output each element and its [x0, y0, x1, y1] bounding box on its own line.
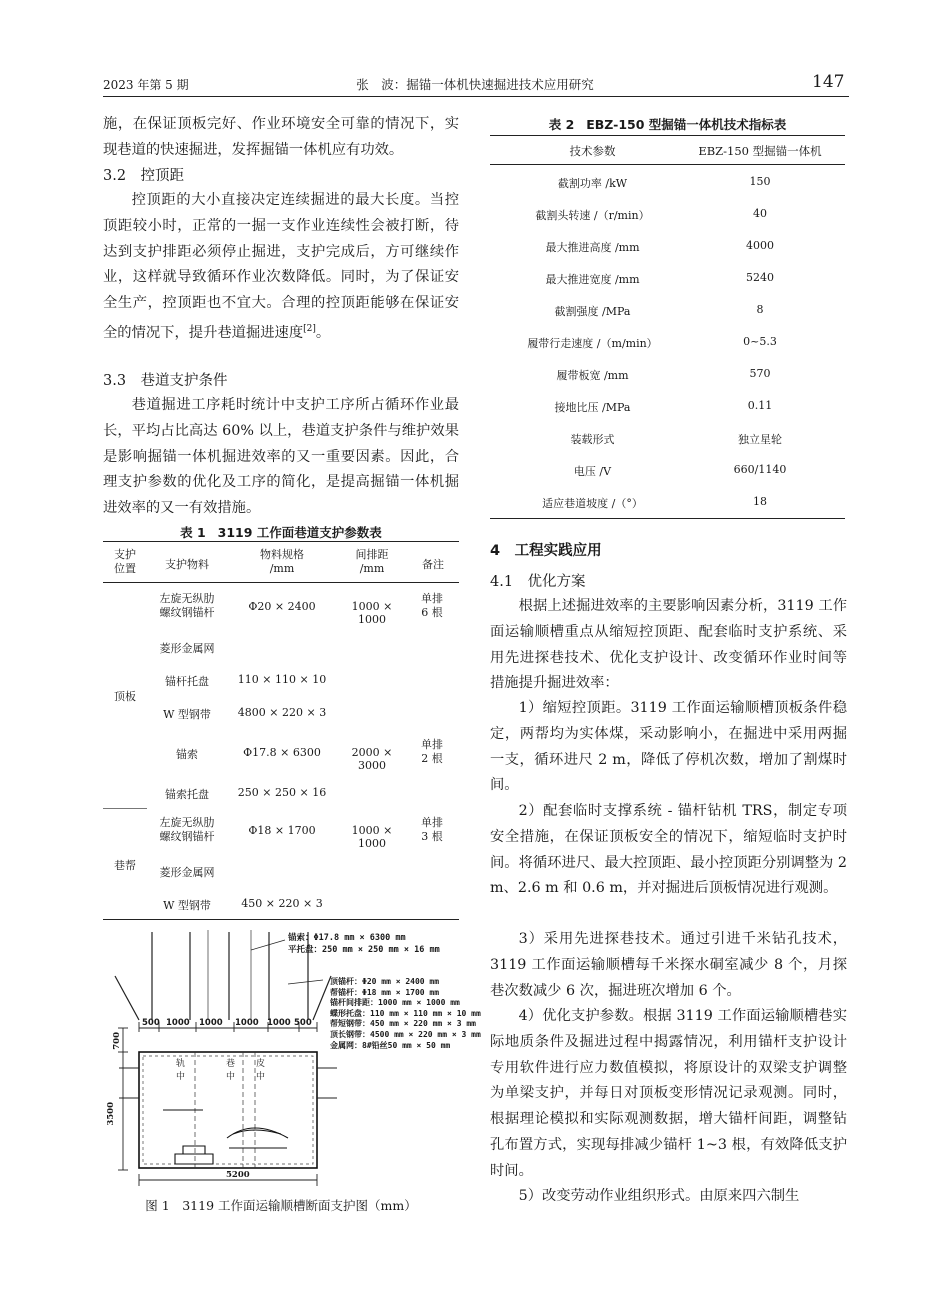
table-cell: 独立星轮	[738, 433, 782, 446]
section-3-2-title: 3.2 控顶距	[103, 168, 185, 184]
table2-caption: 表 2 EBZ-150 型掘锚一体机技术指标表	[548, 117, 787, 132]
table1-header-rule	[103, 582, 459, 583]
table-row: W 型钢带	[163, 708, 211, 721]
figure1-cross-section	[103, 928, 473, 1190]
table-row: 左旋无纵肋 螺纹钢锚杆	[159, 816, 215, 843]
table-cell: 660/1140	[733, 463, 787, 476]
table2-header-param: 技术参数	[569, 144, 616, 158]
figure1-caption: 图 1 3119 工作面运输顺槽断面支护图（mm）	[145, 1198, 417, 1213]
table1-header-position: 支护 位置	[114, 548, 136, 575]
table1-header-spec: 物料规格 /mm	[260, 548, 304, 575]
figure1-mark-belt: 皮 中	[256, 1059, 266, 1082]
paragraph-3-2: 控顶距的大小直接决定连续掘进的最大长度。当控顶距较小时，正常的一掘一支作业连续性会被打断，待达到支护排距必须停止掘进，支护完成后，方可继续作业，这样就导致循环作业次数降低。同时，为了保证安全生产，控顶距也不宜大。合理的控顶距能够在保证安全的情况下，提升巷道掘进速度[2]。	[103, 192, 459, 341]
table-row: 菱形金属网	[159, 866, 215, 879]
table-row: 最大推进高度 /mm	[545, 241, 640, 254]
table1-group-divider	[103, 808, 147, 809]
list-item-2: 2）配套临时支撑系统 - 锚杆钻机 TRS，制定专项安全措施，在保证顶板安全的情况下，缩短临时支护时间。将循环进尺、最大控顶距、最小控顶距分别调整为 2 m、2.6 m 和 0.6 m，并对掘进后顶板情况进行观测。	[490, 803, 847, 897]
table-row: 左旋无纵肋 螺纹钢锚杆	[159, 592, 215, 619]
table-cell: 4000	[746, 239, 774, 252]
table-cell: 1000 × 1000	[351, 824, 393, 850]
table-cell: Φ17.8 × 6300	[243, 746, 321, 759]
table-row: 装载形式	[570, 433, 615, 446]
table-row: 接地比压 /MPa	[554, 401, 631, 414]
table-row: 截割强度 /MPa	[554, 305, 631, 318]
table-cell: 4800 × 220 × 3	[237, 706, 327, 719]
table2-header-rule	[490, 164, 845, 165]
table-cell: 单排 3 根	[421, 816, 443, 843]
table-cell: 单排 2 根	[421, 738, 443, 765]
table-row: W 型钢带	[163, 899, 211, 912]
list-item-5: 5）改变劳动作业组织形式。由原来四六制生	[518, 1188, 800, 1204]
table1-group-roof: 顶板	[114, 690, 136, 703]
table1-top-rule	[103, 541, 459, 542]
figure1-dim-700: 700	[112, 1032, 122, 1050]
equipment	[163, 1110, 288, 1164]
section-4-1-title: 4.1 优化方案	[490, 574, 586, 590]
running-title: 张 波：掘锚一体机快速掘进技术应用研究	[356, 77, 594, 92]
table-cell: Φ20 × 2400	[248, 600, 316, 613]
section-3-3-title: 3.3 巷道支护条件	[103, 373, 228, 389]
table-cell: 150	[749, 175, 771, 188]
table-row: 截割头转速 /（r/min）	[535, 209, 650, 222]
table-cell: 0~5.3	[743, 335, 777, 348]
table-row: 菱形金属网	[159, 642, 215, 655]
table1-header-gap: 间排距 /mm	[355, 548, 389, 575]
table-row: 电压 /V	[573, 465, 612, 478]
table-cell: Φ18 × 1700	[248, 824, 316, 837]
table-row: 履带板宽 /mm	[556, 369, 629, 382]
table1-bottom-rule	[103, 919, 459, 920]
figure1-labels-top: 锚索：Φ17.8 mm × 6300 mm 平托盘：250 mm × 250 mm × 16 mm	[288, 933, 440, 955]
table-cell: 18	[753, 495, 767, 508]
table-cell: 570	[749, 367, 771, 380]
table-cell: 单排 6 根	[421, 592, 443, 619]
list-item-3: 3）采用先进探巷技术。通过引进千米钻孔技术，3119 工作面运输顺槽每千米探水硐室减少 8 个，月探巷次数减少 6 次，掘进班次增加 6 个。	[490, 931, 847, 999]
citation-ref: [2]	[303, 323, 316, 334]
figure1-dim-5200: 5200	[226, 1170, 250, 1180]
table1-header-material: 支护物料	[165, 558, 209, 571]
table-row: 适应巷道坡度 /（°）	[542, 497, 643, 510]
table-cell: 110 × 110 × 10	[237, 673, 327, 686]
table-cell: 2000 × 3000	[351, 746, 393, 772]
list-item-4: 4）优化支护参数。根据 3119 工作面运输顺槽巷实际地质条件及掘进过程中揭露情况，利用锚杆支护设计专用软件进行应力数值模拟，将原设计的双梁支护调整为单梁支护，并每日对顶板变形情况记录观测。同时，根据理论模拟和实际观测数据，增大锚杆间距，调整钻孔布置方式，实现每排减少锚杆 1~3 根，有效降低支护时间。	[490, 1008, 847, 1179]
table1-group-side: 巷帮	[114, 859, 136, 872]
table-row: 履带行走速度 /（m/min）	[527, 337, 658, 350]
table-cell: 450 × 220 × 3	[241, 897, 323, 910]
figure1-mark-rail: 轨 中	[176, 1059, 186, 1082]
table-cell: 0.11	[747, 399, 773, 412]
figure1-dim-3500: 3500	[106, 1102, 116, 1126]
header-rule	[103, 96, 849, 97]
paragraph-4-1: 根据上述掘进效率的主要影响因素分析，3119 工作面运输顺槽重点从缩短控顶距、配套临时支护系统、采用先进探巷技术、优化支护设计、改变循环作业时间等措施提升掘进效率：	[490, 598, 847, 692]
table-cell: 250 × 250 × 16	[237, 786, 327, 799]
section-4-title: 4 工程实践应用	[490, 543, 602, 559]
table2-top-rule	[490, 135, 845, 136]
page-number: 147	[812, 72, 845, 92]
table2-bottom-rule	[490, 518, 845, 519]
list-item-1: 1）缩短控顶距。3119 工作面运输顺槽顶板条件稳定，两帮均为实体煤，采动影响小，在掘进中采用两掘一支，循环进尺 2 m，降低了停机次数，增加了割煤时间。	[490, 700, 847, 794]
journal-issue: 2023 年第 5 期	[103, 78, 189, 92]
table-cell: 5240	[746, 271, 774, 284]
table-cell: 1000 × 1000	[351, 600, 393, 626]
table2-header-value: EBZ-150 型掘锚一体机	[698, 144, 822, 158]
table1-header-note: 备注	[422, 558, 444, 571]
table1-caption: 表 1 3119 工作面巷道支护参数表	[180, 525, 382, 540]
figure1-mark-lane: 巷 中	[226, 1059, 236, 1082]
table-row: 锚杆托盘	[165, 675, 209, 688]
table-row: 锚索托盘	[165, 788, 209, 801]
paragraph-intro: 施，在保证顶板完好、作业环境安全可靠的情况下，实现巷道的快速掘进，发挥掘锚一体机应有功效。	[103, 116, 459, 158]
table-cell: 8	[756, 303, 764, 316]
table-row: 最大推进宽度 /mm	[545, 273, 640, 286]
table-row: 锚索	[176, 748, 198, 761]
table-row: 截割功率 /kW	[557, 177, 628, 190]
table-cell: 40	[753, 207, 767, 220]
paragraph-3-3: 巷道掘进工序耗时统计中支护工序所占循环作业最长，平均占比高达 60% 以上，巷道支护条件与维护效果是影响掘锚一体机掘进效率的又一重要因素。因此，合理支护参数的优化及工序的简化，是提高掘锚一体机掘进效率的又一有效措施。	[103, 397, 459, 517]
figure1-labels-side: 顶锚杆：Φ20 mm × 2400 mm 帮锚杆：Φ18 mm × 1700 mm 锚杆间排距：1000 mm × 1000 mm 蝶形托盘：110 mm × 110 mm × 10 mm 帮短钢带：450 mm × 220 mm × 3 mm 顶长钢带：4500 mm × 220 mm × 3 mm 金属网：8#铅丝50 mm × 50 mm	[330, 977, 481, 1050]
